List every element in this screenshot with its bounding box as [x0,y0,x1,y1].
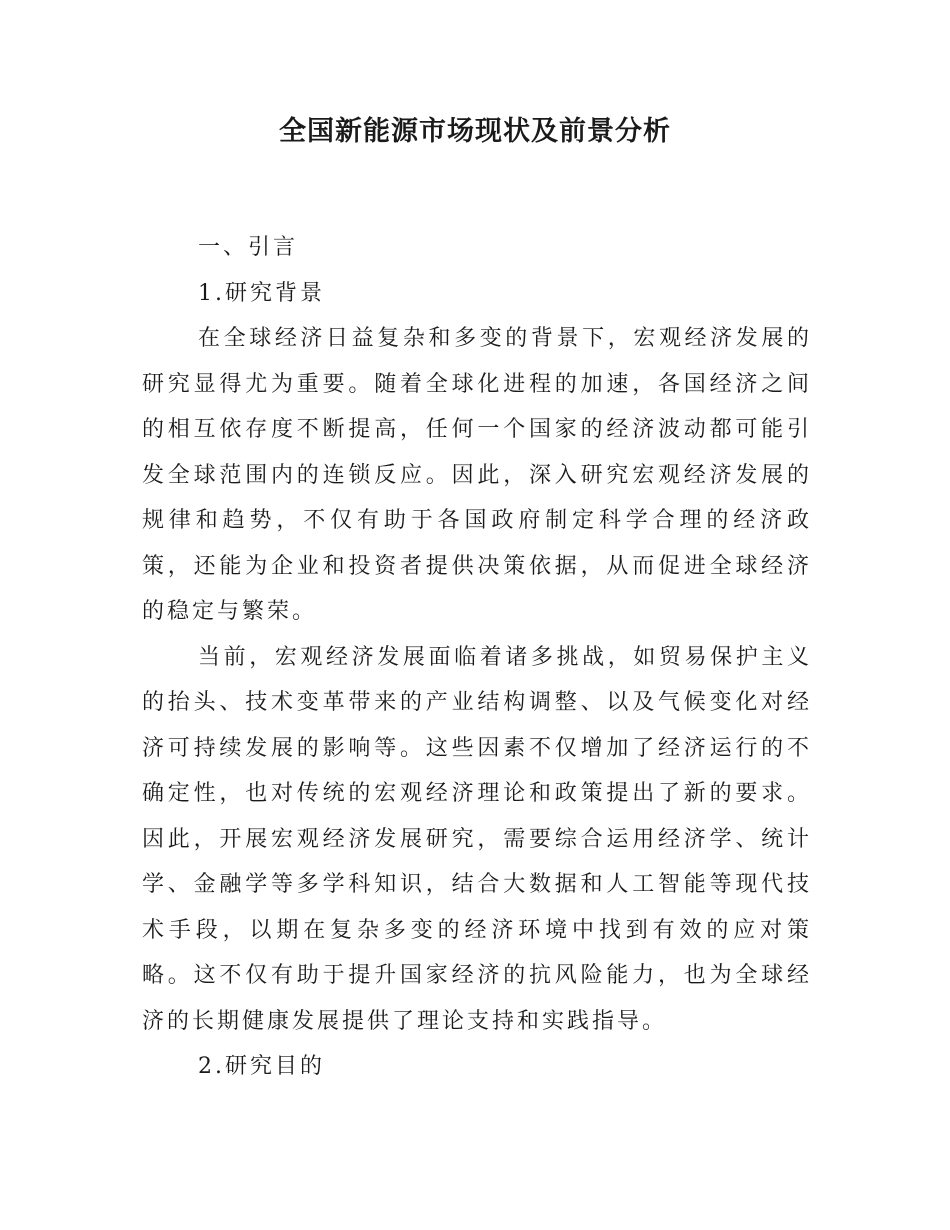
document-body [142,225,812,1090]
paragraph-background-1: 在全球经济日益复杂和多变的背景下，宏观经济发展的研究显得尤为重要。随着全球化进程的加速，各国经济之间的相互依存度不断提高，任何一个国家的经济波动都可能引发全球范围内的连锁反应。因此，深入研究宏观经济发展的规律和趋势，不仅有助于各国政府制定科学合理的经济政策，还能为企业和投资者提供决策依据，从而促进全球经济的稳定与繁荣。 [142,326,812,624]
document-title: 全国新能源市场现状及前景分析 [279,116,671,147]
paragraph-background-2: 当前，宏观经济发展面临着诸多挑战，如贸易保护主义的抬头、技术变革带来的产业结构调整、以及气候变化对经济可持续发展的影响等。这些因素不仅增加了经济运行的不确定性，也对传统的宏观经济理论和政策提出了新的要求。因此，开展宏观经济发展研究，需要综合运用经济学、统计学、金融学等多学科知识，结合大数据和人工智能等现代技术手段，以期在复杂多变的经济环境中找到有效的应对策略。这不仅有助于提升国家经济的抗风险能力，也为全球经济的长期健康发展提供了理论支持和实践指导。 [142,644,812,1034]
subsection-heading-background: 1.研究背景 [198,280,325,306]
section-heading-introduction: 一、引言 [198,235,299,260]
subsection-heading-purpose: 2.研究目的 [198,1054,325,1079]
